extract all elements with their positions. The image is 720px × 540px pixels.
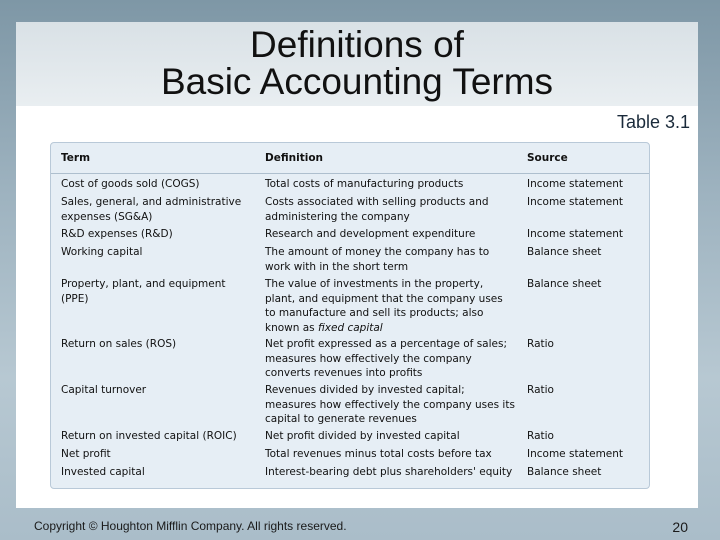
term-cell: R&D expenses (R&D)	[61, 228, 173, 240]
source-cell: Income statement	[527, 228, 624, 240]
term-cell: Return on invested capital (ROIC)	[61, 430, 237, 442]
header-definition: Definition	[265, 152, 324, 164]
term-cell: Cost of goods sold (COGS)	[61, 178, 200, 190]
definition-cell: The amount of money the company has to work with in the short term	[265, 246, 490, 273]
slide-title-line2: Basic Accounting Terms	[160, 61, 554, 102]
header-source: Source	[527, 152, 568, 164]
term-cell: Net profit	[61, 448, 111, 460]
definition-cell: Revenues divided by invested capital; measures how effectively the company uses its capital to generate revenues	[265, 384, 515, 425]
definition-text: The value of investments in the property, plant, and equipment that the company uses to manufacture and sell its products; also known as	[265, 278, 503, 334]
definition-cell: Research and development expenditure	[265, 228, 476, 240]
source-cell: Income statement	[527, 196, 624, 208]
source-cell: Ratio	[527, 384, 554, 396]
source-cell: Balance sheet	[527, 466, 602, 478]
definition-cell: Interest-bearing debt plus shareholders' equity	[265, 466, 513, 478]
definition-cell: Net profit expressed as a percentage of sales; measures how effectively the company converts revenues into profits	[265, 338, 507, 379]
term-cell: Return on sales (ROS)	[61, 338, 177, 350]
term-cell: Sales, general, and administrative expenses (SG&A)	[61, 196, 242, 223]
term-cell: Property, plant, and equipment (PPE)	[61, 278, 226, 305]
definition-italic-term: fixed capital	[318, 321, 383, 334]
slide-title-line1: Definitions of	[250, 24, 464, 65]
definition-cell: Total revenues minus total costs before tax	[265, 448, 492, 460]
table-label: Table 3.1	[616, 112, 690, 132]
definitions-table	[50, 142, 650, 489]
definition-cell: Net profit divided by invested capital	[265, 430, 460, 442]
source-cell: Ratio	[527, 338, 554, 350]
definition-cell	[265, 277, 515, 335]
header-term: Term	[61, 152, 91, 164]
definition-cell: Costs associated with selling products and administering the company	[265, 196, 489, 223]
term-cell: Capital turnover	[61, 384, 147, 396]
definition-cell: Total costs of manufacturing products	[265, 178, 464, 190]
source-cell: Ratio	[527, 430, 554, 442]
copyright-notice: Copyright © Houghton Mifflin Company. All rights reserved.	[34, 519, 347, 533]
page-number: 20	[672, 519, 688, 535]
slide-title	[16, 26, 698, 100]
source-cell: Income statement	[527, 178, 624, 190]
source-cell: Balance sheet	[527, 246, 602, 258]
term-cell: Working capital	[61, 246, 143, 258]
source-cell: Income statement	[527, 448, 624, 460]
term-cell: Invested capital	[61, 466, 145, 478]
table-header	[51, 143, 649, 174]
source-cell: Balance sheet	[527, 278, 602, 290]
